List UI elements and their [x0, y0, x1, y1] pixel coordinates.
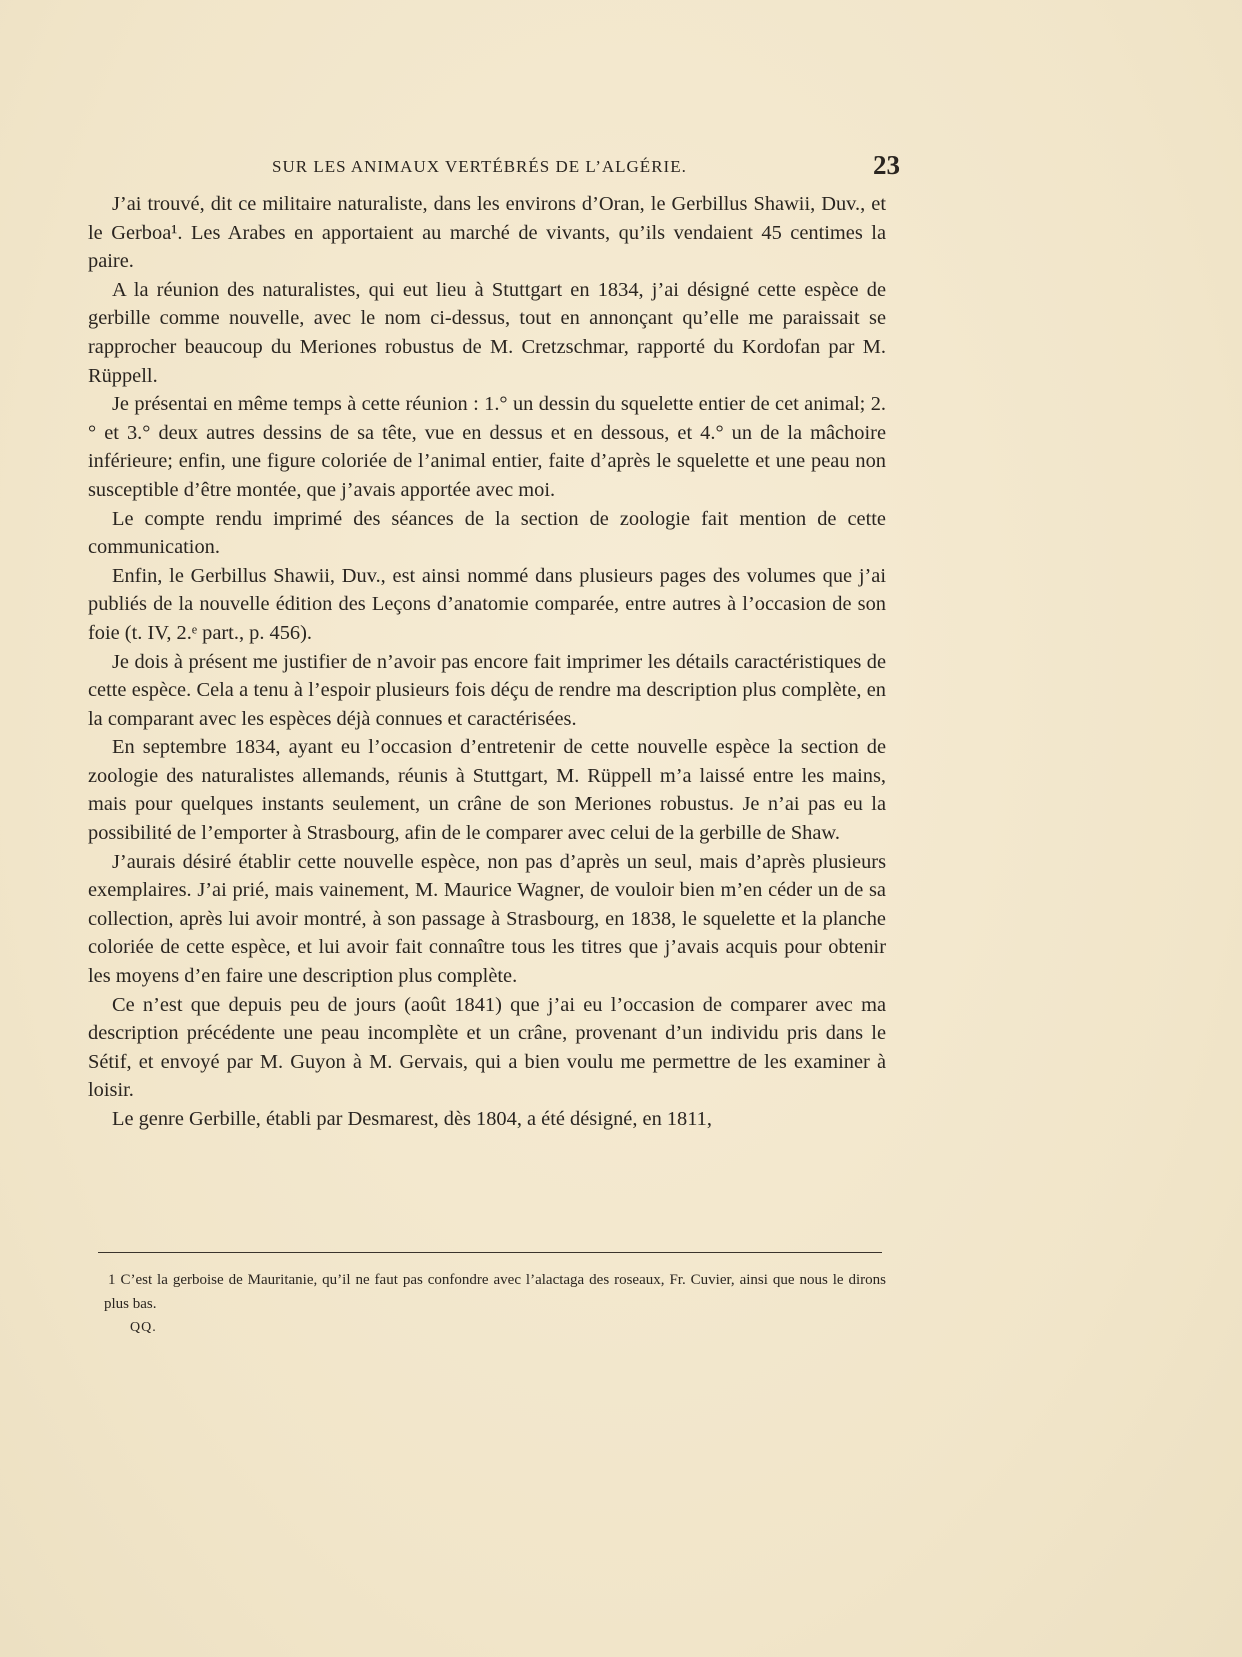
paragraph: Je présentai en même temps à cette réunion : 1.° un dessin du squelette entier de cet animal; 2.° et 3.° deux autres dessins de sa tête, vue en dessus et en dessous, et 4.° un de la mâchoire inférieure; enfin, une figure coloriée de l’animal entier, faite d’après le squelette et une peau non susceptible d’être montée, que j’avais apportée avec moi.: [88, 393, 886, 501]
signature-mark: QQ.: [130, 1320, 157, 1335]
paragraph: Ce n’est que depuis peu de jours (août 1841) que j’ai eu l’occasion de comparer avec ma description précédente une peau incomplète et un crâne, provenant d’un individu pris dans le Sétif, et envoyé par M. Guyon à M. Gervais, qui a bien voulu me permettre de les examiner à loisir.: [88, 993, 886, 1102]
paragraph: A la réunion des naturalistes, qui eut lieu à Stuttgart en 1834, j’ai désigné cette espèce de gerbille comme nouvelle, avec le nom ci-dessus, tout en annonçant qu’elle me paraissait se rapprocher beaucoup du Meriones robustus de M. Cretzschmar, rapporté du Kordofan par M. Rüppell.: [88, 278, 886, 387]
footnote-text: 1 C’est la gerboise de Mauritanie, qu’il ne faut pas confondre avec l’alactaga des roseaux, Fr. Cuvier, ainsi que nous le dirons plus bas.: [104, 1272, 886, 1312]
page-number: 23: [873, 150, 900, 180]
paragraph: J’aurais désiré établir cette nouvelle espèce, non pas d’après un seul, mais d’après plusieurs exemplaires. J’ai prié, mais vainement, M. Maurice Wagner, de vouloir bien m’en céder un de sa collection, après lui avoir montré, à son passage à Strasbourg, en 1838, le squelette et la planche coloriée de cette espèce, et lui avoir fait connaître tous les titres que j’avais acquis pour obtenir les moyens d’en faire une description plus complète.: [88, 850, 886, 988]
paragraph: Le genre Gerbille, établi par Desmarest, dès 1804, a été désigné, en 1811,: [112, 1108, 712, 1130]
page-header: [272, 150, 900, 182]
paragraph: Je dois à présent me justifier de n’avoir pas encore fait imprimer les détails caractéristiques de cette espèce. Cela a tenu à l’espoir plusieurs fois déçu de rendre ma description plus complète, en la comparant avec les espèces déjà connues et caractérisées.: [88, 650, 886, 730]
footnote-divider: [98, 1252, 882, 1253]
paragraph: Le compte rendu imprimé des séances de la section de zoologie fait mention de cette communication.: [88, 507, 886, 559]
running-title: SUR LES ANIMAUX VERTÉBRÉS DE L’ALGÉRIE.: [272, 157, 687, 176]
paragraph: J’ai trouvé, dit ce militaire naturaliste, dans les environs d’Oran, le Gerbillus Shawii, Duv., et le Gerboa¹. Les Arabes en apportaient au marché de vivants, qu’ils vendaient 45 centimes la paire.: [88, 193, 886, 273]
footnote: [104, 1268, 886, 1316]
paragraph: Enfin, le Gerbillus Shawii, Duv., est ainsi nommé dans plusieurs pages des volumes que j’ai publiés de la nouvelle édition des Leçons d’anatomie comparée, entre autres à l’occasion de son foie (t. IV, 2.ᵉ part., p. 456).: [88, 564, 886, 644]
body-text: [88, 190, 886, 1134]
paragraph: En septembre 1834, ayant eu l’occasion d’entretenir de cette nouvelle espèce la section de zoologie des naturalistes allemands, réunis à Stuttgart, M. Rüppell m’a laissé entre les mains, mais pour quelques instants seulement, un crâne de son Meriones robustus. Je n’ai pas eu la possibilité de l’emporter à Strasbourg, afin de le comparer avec celui de la gerbille de Shaw.: [88, 736, 886, 845]
